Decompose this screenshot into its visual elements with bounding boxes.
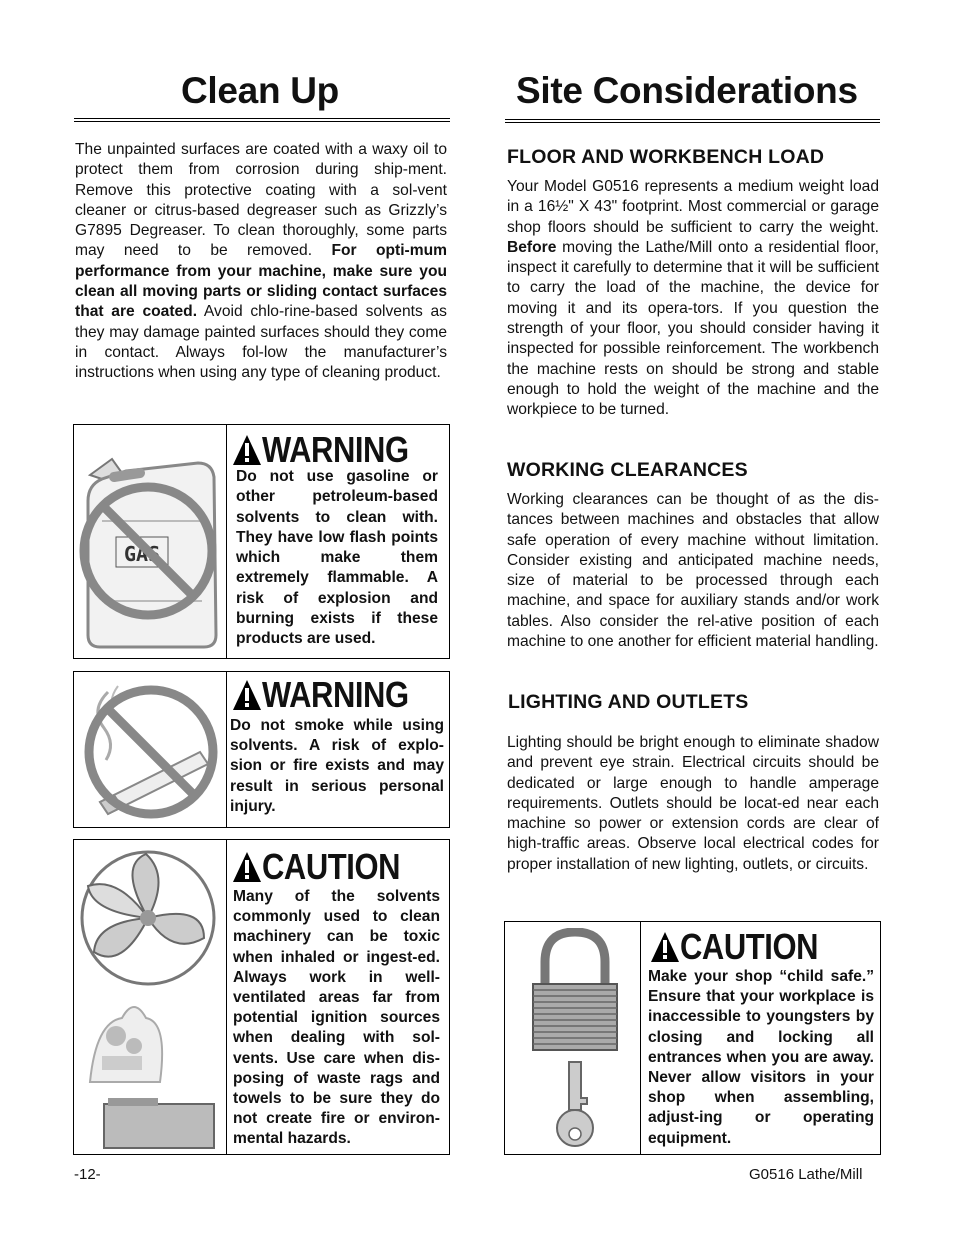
warning-text-smoking: Do not smoke while using solvents. A risk of explo-sion or fire exists and may result in serious personal injury. [230,717,444,815]
page-number: -12- [74,1166,101,1183]
warning-label: WARNING [232,431,433,469]
lighting-outlets-paragraph: Lighting should be bright enough to eliminate shadow and prevent eye strain. Electrical circuits should be dedicated or large enough to handle amperage requirements. Outlets should be locat-ed near each machine so power or extension cords are clear of high-traffic areas. Observe local electrical codes for proper installation of new lighting, outlets, or circuits. [507,734,879,873]
warning-box-smoking [73,671,450,828]
caution-text-child-safe: Make your shop “child safe.” Ensure that your workplace is inaccessible to youngsters by closing and locking all entrances when you are away. Never allow visitors in your shop when assembling, adjust-ing or operating equipment. [648,968,874,1147]
footer-model: G0516 Lathe/Mill [749,1166,863,1183]
padlock-key-icon [525,928,625,1148]
caution-label: CAUTION [232,848,423,886]
alert-triangle-icon [232,851,262,883]
clean-up-title: Clean Up [181,70,339,111]
title-rule-right [505,119,880,123]
warning-text-gasoline: Do not use gasoline or other petroleum-based solvents to clean with. They have low flash points which make them extremely flammable. A risk of explosion and burning exists if these products are used. [236,468,438,648]
clean-up-paragraph [75,140,447,384]
lighting-outlets-heading: LIGHTING AND OUTLETS [508,691,749,713]
fan-ventilation-icon [78,846,224,1150]
caution-text-solvents: Many of the solvents commonly used to clean machinery can be toxic when inhaled or ingest-ed. Always work in well-ventilated areas far from potential ignition sources when dealing with sol-vents. Use care when dis-posing of waste rags and towels to be sure they do not create fire or environ-mental hazards. [233,888,440,1148]
warning-box-gasoline [73,424,450,659]
title-rule-left [74,118,450,122]
site-considerations-title: Site Considerations [516,70,858,111]
clean-up-text-1: The unpainted surfaces are coated with a waxy oil to protect them from corrosion during ship-ment. Remove this protective coating with a sol-vent cleaner or citrus-based degreaser such as Grizzly’s G7895 Degreaser. To clean thoroughly, some parts may need to be removed. [75,141,447,260]
floor-load-heading: FLOOR AND WORKBENCH LOAD [507,146,825,168]
clean-up-text-2: Avoid chlo-rine-based solvents as they may damage painted surfaces should they come in contact. Always fol-low the manufacturer’s instructions when using any type of cleaning product. [75,303,447,382]
alert-triangle-icon [232,679,262,711]
working-clearances-paragraph: Working clearances can be thought of as the dis-tances between machines and obstacles that allow safe operation of every machine without limitation. Consider existing and anticipated machine needs, size of material to be processed through each machine, and space for auxiliary stands and/or work tables. Also consider the rel-ative position of each machine to one another for efficient material handling. [507,491,879,651]
gas-label: GAS [124,542,161,566]
floor-load-paragraph: Your Model G0516 represents a medium weight load in a 16½" X 43" footprint. Most commercial or garage shop floors should be sufficient to carry the weight. Before moving the Lathe/Mill onto a residential floor, inspect it carefully to determine that it will be sufficient to carry the load of the machine, the device for moving it and its opera-tors. If you question the strength of your floor, you should consider having it inspected for possible reinforcement. The workbench the machine rests on should be strong and stable enough to hold the weight of the machine and the workpiece to be turned. [507,178,879,419]
no-smoking-icon [80,680,222,820]
caution-box-solvents [73,839,450,1155]
warning-label: WARNING [232,676,433,714]
alert-triangle-icon [232,434,262,466]
caution-box-child-safe [504,921,881,1155]
alert-triangle-icon [650,931,680,963]
working-clearances-heading: WORKING CLEARANCES [507,459,748,481]
caution-label: CAUTION [650,928,841,966]
clean-up-text-bold: For opti-mum performance from your machine, make sure you clean all moving parts or sliding contact surfaces that are coated. [75,242,447,321]
no-gasoline-icon [78,451,224,651]
